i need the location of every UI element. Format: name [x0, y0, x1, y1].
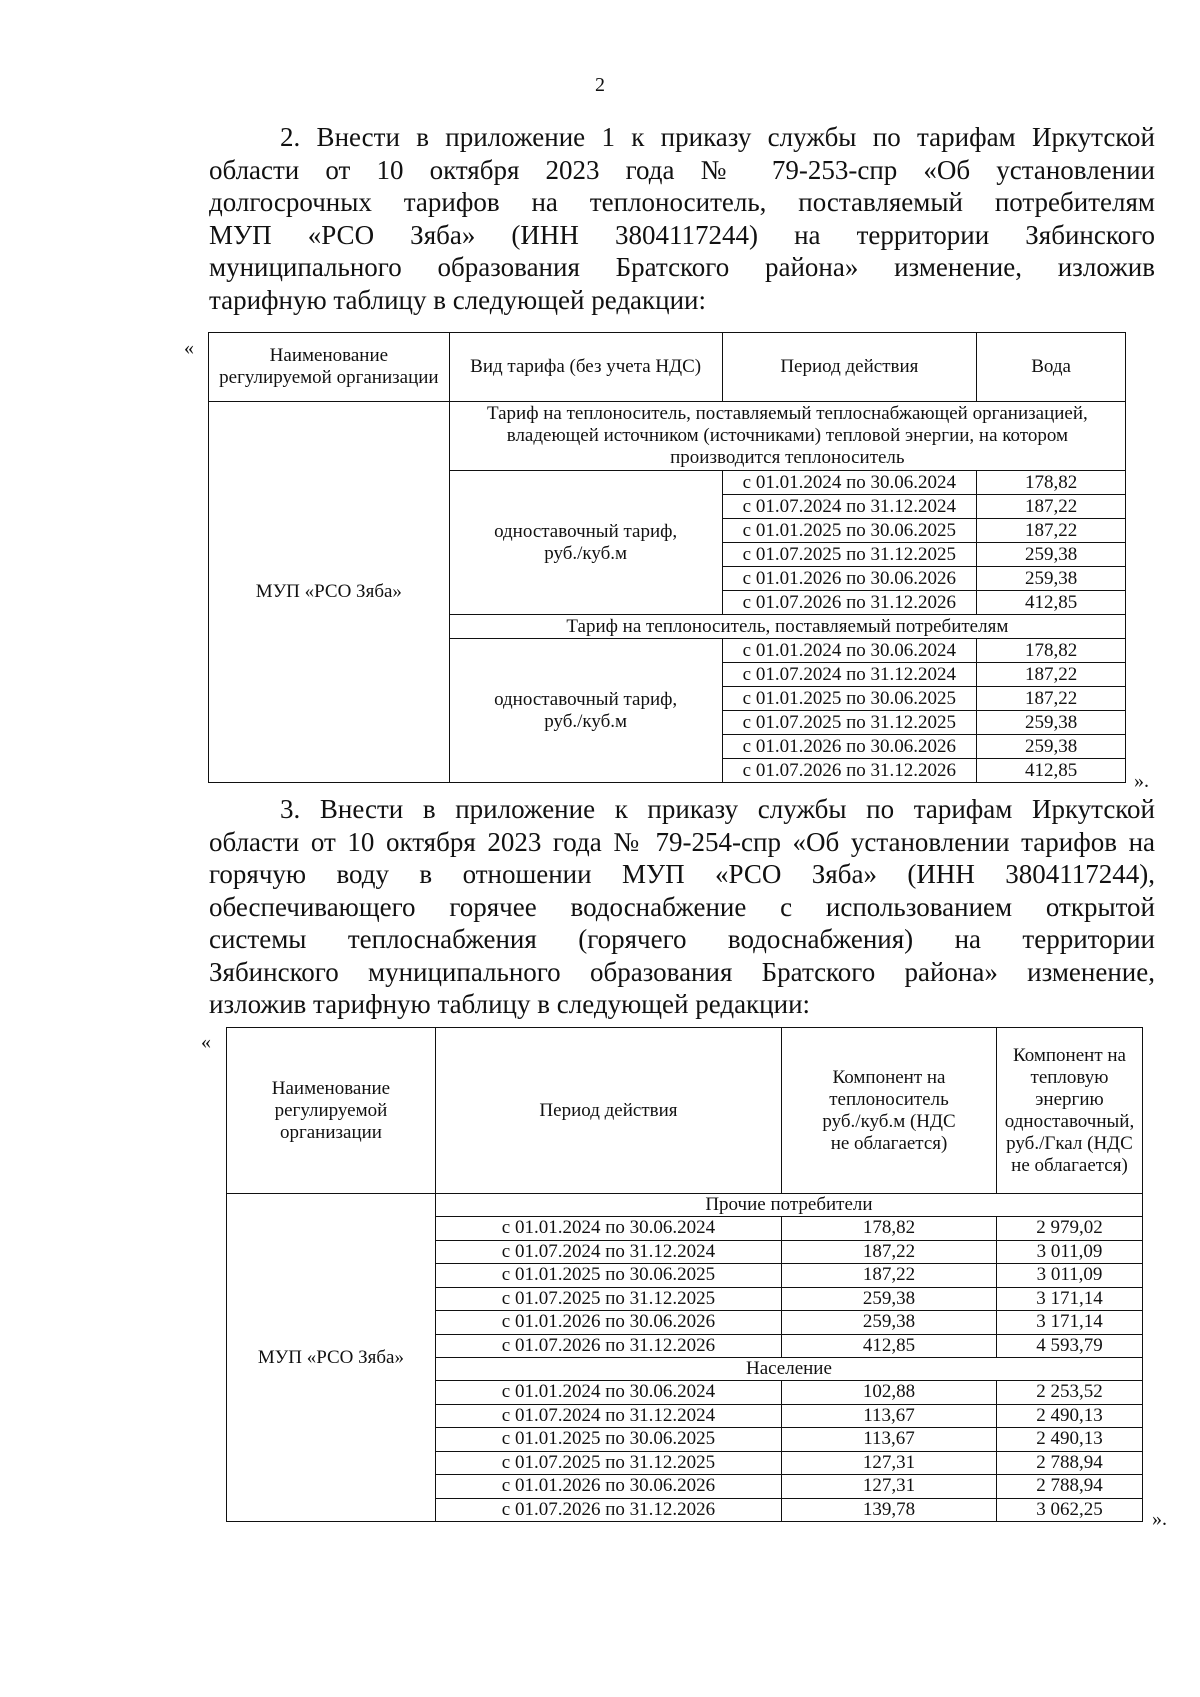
carrier-value-cell: 127,31 — [782, 1475, 997, 1499]
column-header: Компонент на теплоноситель руб./куб.м (НДС не облагается) — [782, 1028, 997, 1194]
period-cell: с 01.07.2026 по 31.12.2026 — [722, 591, 977, 615]
period-cell: с 01.01.2026 по 30.06.2026 — [722, 735, 977, 759]
carrier-value-cell: 139,78 — [782, 1498, 997, 1522]
energy-value-cell: 2 253,52 — [996, 1381, 1142, 1405]
period-cell: с 01.01.2026 по 30.06.2026 — [722, 567, 977, 591]
column-header: Период действия — [722, 333, 977, 402]
organization-name: МУП «РСО Зяба» — [227, 1194, 436, 1522]
paragraph-line: горячую воду в отношении МУП «РСО Зяба» (ИНН 3804117244), — [209, 859, 1155, 889]
paragraph-line: 2. Внести в приложение 1 к приказу службы по тарифам Иркутской — [280, 122, 1155, 152]
energy-value-cell: 2 490,13 — [996, 1404, 1142, 1428]
value-cell: 178,82 — [977, 639, 1126, 663]
period-cell: с 01.07.2026 по 31.12.2026 — [435, 1498, 781, 1522]
period-cell: с 01.07.2024 по 31.12.2024 — [435, 1404, 781, 1428]
paragraph-line: 3. Внести в приложение к приказу службы по тарифам Иркутской — [280, 794, 1155, 824]
paragraph-3 — [209, 793, 1155, 1021]
period-cell: с 01.07.2026 по 31.12.2026 — [435, 1334, 781, 1358]
energy-value-cell: 2 490,13 — [996, 1428, 1142, 1452]
column-header: Вид тарифа (без учета НДС) — [449, 333, 722, 402]
table-header-row — [227, 1028, 1143, 1194]
carrier-value-cell: 412,85 — [782, 1334, 997, 1358]
table2-close-quote: ». — [1152, 1508, 1167, 1530]
section-title: Тариф на теплоноситель, поставляемый потребителям — [449, 615, 1125, 639]
period-cell: с 01.07.2025 по 31.12.2025 — [435, 1287, 781, 1311]
period-cell: с 01.07.2025 по 31.12.2025 — [435, 1451, 781, 1475]
energy-value-cell: 3 011,09 — [996, 1240, 1142, 1264]
tariff-table-2 — [226, 1027, 1143, 1522]
energy-value-cell: 2 788,94 — [996, 1451, 1142, 1475]
carrier-value-cell: 102,88 — [782, 1381, 997, 1405]
column-header: Наименование регулируемой организации — [227, 1028, 436, 1194]
value-cell: 187,22 — [977, 687, 1126, 711]
energy-value-cell: 3 171,14 — [996, 1287, 1142, 1311]
period-cell: с 01.07.2026 по 31.12.2026 — [722, 759, 977, 783]
period-cell: с 01.01.2025 по 30.06.2025 — [435, 1264, 781, 1288]
carrier-value-cell: 113,67 — [782, 1428, 997, 1452]
column-header: Компонент на тепловую энергию одноставочный, руб./Гкал (НДС не облагается) — [996, 1028, 1142, 1194]
table1-close-quote: ». — [1134, 770, 1149, 792]
section-title-row — [209, 402, 1126, 471]
carrier-value-cell: 178,82 — [782, 1217, 997, 1241]
value-cell: 187,22 — [977, 519, 1126, 543]
energy-value-cell: 2 788,94 — [996, 1475, 1142, 1499]
table-header-row — [209, 333, 1126, 402]
period-cell: с 01.01.2024 по 30.06.2024 — [722, 471, 977, 495]
tariff-type: одноставочный тариф, руб./куб.м — [449, 471, 722, 615]
paragraph-line: Зябинского муниципального образования Братского района» изменение, — [209, 956, 1155, 987]
value-cell: 187,22 — [977, 495, 1126, 519]
section-title-row — [227, 1194, 1143, 1217]
paragraph-line: области от 10 октября 2023 года № 79-254-спр «Об установлении тарифов на — [209, 826, 1155, 857]
value-cell: 187,22 — [977, 663, 1126, 687]
paragraph-line: МУП «РСО Зяба» (ИНН 3804117244) на территории Зябинского — [209, 219, 1155, 250]
period-cell: с 01.07.2024 по 31.12.2024 — [722, 495, 977, 519]
value-cell: 259,38 — [977, 567, 1126, 591]
period-cell: с 01.07.2025 по 31.12.2025 — [722, 711, 977, 735]
value-cell: 259,38 — [977, 711, 1126, 735]
period-cell: с 01.01.2025 по 30.06.2025 — [435, 1428, 781, 1452]
period-cell: с 01.07.2025 по 31.12.2025 — [722, 543, 977, 567]
paragraph-line: системы теплоснабжения (горячего водоснабжения) на территории — [209, 924, 1155, 954]
value-cell: 412,85 — [977, 591, 1126, 615]
period-cell: с 01.01.2024 по 30.06.2024 — [435, 1217, 781, 1241]
carrier-value-cell: 113,67 — [782, 1404, 997, 1428]
carrier-value-cell: 187,22 — [782, 1240, 997, 1264]
energy-value-cell: 3 011,09 — [996, 1264, 1142, 1288]
organization-name: МУП «РСО Зяба» — [209, 402, 450, 783]
table1-open-quote: « — [184, 337, 194, 359]
energy-value-cell: 2 979,02 — [996, 1217, 1142, 1241]
period-cell: с 01.07.2024 по 31.12.2024 — [722, 663, 977, 687]
period-cell: с 01.01.2024 по 30.06.2024 — [435, 1381, 781, 1405]
tariff-table-1 — [208, 332, 1126, 783]
period-cell: с 01.01.2025 по 30.06.2025 — [722, 519, 977, 543]
carrier-value-cell: 187,22 — [782, 1264, 997, 1288]
period-cell: с 01.07.2024 по 31.12.2024 — [435, 1240, 781, 1264]
column-header: Период действия — [435, 1028, 781, 1194]
paragraph-line: изложив тарифную таблицу в следующей редакции: — [209, 989, 811, 1019]
paragraph-line: области от 10 октября 2023 года № 79-253-спр «Об установлении — [209, 154, 1155, 185]
carrier-value-cell: 259,38 — [782, 1287, 997, 1311]
section-title: Население — [435, 1358, 1142, 1381]
energy-value-cell: 3 171,14 — [996, 1311, 1142, 1335]
paragraph-2 — [209, 121, 1155, 316]
table2-open-quote: « — [201, 1031, 211, 1053]
period-cell: с 01.01.2026 по 30.06.2026 — [435, 1311, 781, 1335]
paragraph-line: долгосрочных тарифов на теплоноситель, поставляемый потребителям — [209, 187, 1155, 217]
value-cell: 178,82 — [977, 471, 1126, 495]
carrier-value-cell: 127,31 — [782, 1451, 997, 1475]
section-title: Тариф на теплоноситель, поставляемый теплоснабжающей организацией, владеющей источником (источниками) тепловой энергии, на котором производится теплоноситель — [449, 402, 1125, 471]
paragraph-line: тарифную таблицу в следующей редакции: — [209, 284, 707, 315]
energy-value-cell: 3 062,25 — [996, 1498, 1142, 1522]
section-title: Прочие потребители — [435, 1194, 1142, 1217]
carrier-value-cell: 259,38 — [782, 1311, 997, 1335]
value-cell: 412,85 — [977, 759, 1126, 783]
tariff-type: одноставочный тариф, руб./куб.м — [449, 639, 722, 783]
column-header: Наименование регулируемой организации — [209, 333, 450, 402]
value-cell: 259,38 — [977, 735, 1126, 759]
period-cell: с 01.01.2024 по 30.06.2024 — [722, 639, 977, 663]
period-cell: с 01.01.2026 по 30.06.2026 — [435, 1475, 781, 1499]
column-header: Вода — [977, 333, 1126, 402]
paragraph-line: муниципального образования Братского района» изменение, изложив — [209, 252, 1155, 282]
energy-value-cell: 4 593,79 — [996, 1334, 1142, 1358]
value-cell: 259,38 — [977, 543, 1126, 567]
page-number: 2 — [595, 74, 605, 96]
paragraph-line: обеспечивающего горячее водоснабжение с использованием открытой — [209, 891, 1155, 922]
period-cell: с 01.01.2025 по 30.06.2025 — [722, 687, 977, 711]
